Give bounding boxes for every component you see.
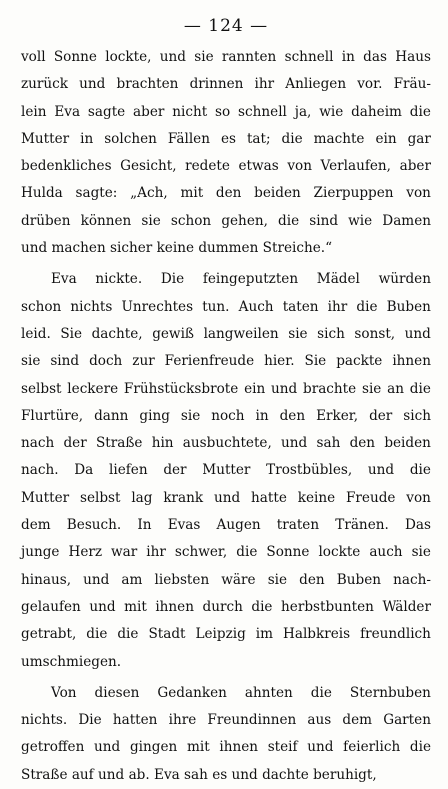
text-line: nach. Da liefen der Mutter Trostbübles, und die bbox=[21, 462, 431, 479]
text-line: und machen sicher keine dummen Streiche.“ bbox=[21, 240, 333, 257]
text-line: gelaufen und mit ihnen durch die herbstbunten Wälder bbox=[21, 598, 431, 615]
text-line: zurück und brachten drinnen ihr Anliegen vor. Fräu- bbox=[21, 76, 431, 93]
text-line: junge Herz war ihr schwer, die Sonne lockte auch sie bbox=[21, 544, 431, 561]
paragraph bbox=[21, 44, 431, 262]
text-line: Hulda sagte: „Ach, mit den beiden Zierpuppen von bbox=[21, 185, 431, 202]
text-line: leid. Sie dachte, gewiß langweilen sie sich sonst, und bbox=[21, 325, 431, 342]
text-line: bedenkliches Gesicht, redete etwas von Verlaufen, aber bbox=[21, 158, 431, 175]
text-line: Eva nickte. Die feingeputzten Mädel würden bbox=[51, 271, 431, 288]
text-line: getroffen und gingen mit ihnen steif und feierlich die bbox=[21, 739, 431, 756]
text-line: Flurtüre, dann ging sie noch in den Erker, der sich bbox=[21, 407, 431, 424]
text-line: Von diesen Gedanken ahnten die Sternbuben bbox=[51, 684, 431, 701]
text-line: voll Sonne lockte, und sie rannten schnell in das Haus bbox=[21, 49, 431, 65]
text-line: Mutter in solchen Fällen es tat; die machte ein gar bbox=[21, 130, 431, 147]
text-body bbox=[21, 44, 431, 789]
text-line: Straße auf und ab. Eva sah es und dachte beruhigt, bbox=[21, 766, 377, 783]
text-line: umschmiegen. bbox=[21, 653, 122, 670]
text-line: selbst leckere Frühstücksbrote ein und brachte sie an die bbox=[21, 380, 431, 397]
paragraph bbox=[21, 266, 431, 675]
text-line: drüben können sie schon gehen, die sind wie Damen bbox=[21, 212, 431, 229]
text-line: lein Eva sagte aber nicht so schnell ja, wie daheim die bbox=[21, 103, 431, 120]
text-line: schon nichts Unrechtes tun. Auch taten ihr die Buben bbox=[21, 298, 431, 315]
text-line: hinaus, und am liebsten wäre sie den Buben nach- bbox=[21, 571, 431, 588]
text-line: nach der Straße hin ausbuchtete, und sah den beiden bbox=[21, 435, 431, 452]
text-line: dem Besuch. In Evas Augen traten Tränen. Das bbox=[21, 517, 431, 534]
text-line: getrabt, die die Stadt Leipzig im Halbkreis freundlich bbox=[21, 626, 431, 643]
text-line: Mutter selbst lag krank und hatte keine Freude von bbox=[21, 489, 431, 506]
text-line: nichts. Die hatten ihre Freundinnen aus dem Garten bbox=[21, 712, 431, 729]
paragraph bbox=[21, 680, 431, 789]
page-number: — 124 — bbox=[183, 16, 269, 36]
text-line: sie sind doch zur Ferienfreude hier. Sie packte ihnen bbox=[21, 353, 431, 370]
